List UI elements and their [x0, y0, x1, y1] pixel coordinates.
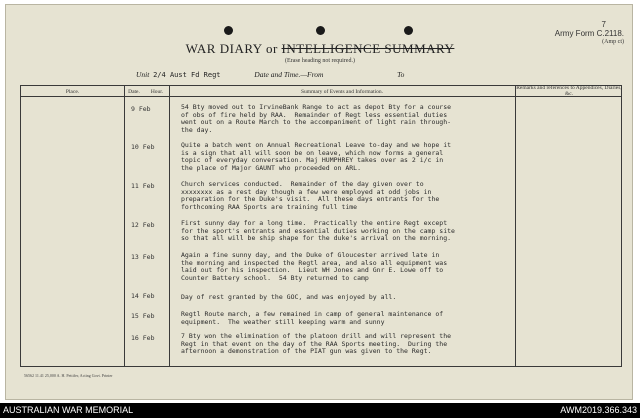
column-header-date: Date. — [128, 89, 140, 95]
unit-value: 2/4 Aust Fd Regt — [153, 71, 221, 79]
to-label: To — [397, 70, 405, 79]
archive-name: AUSTRALIAN WAR MEMORIAL — [3, 405, 134, 415]
army-form-note: (Amp ct) — [602, 39, 624, 45]
archive-reference: AWM2019.366.343 — [560, 405, 637, 415]
printer-line: 56562 11.41 25,000 A. H. Pettifer, Acting Govt. Printer — [24, 373, 113, 378]
war-diary-page — [5, 4, 633, 400]
entry-text: First sunny day for a long time. Practically the entire Regt except for the sport's entrants and essential duties working on the camp site so that all will be ship shape for the duke's arrival on the morning. — [181, 219, 455, 243]
archive-footer-bar — [0, 403, 640, 418]
corner-mark: 7 — [601, 20, 606, 29]
punch-hole — [404, 26, 413, 35]
column-divider — [515, 86, 516, 366]
column-header-remarks: Remarks and references to Appendices, Diaries, &c. — [516, 85, 622, 97]
unit-label: Unit — [136, 70, 150, 79]
entry-date: 11 Feb — [131, 182, 155, 190]
army-form-label — [555, 30, 624, 46]
punch-hole — [224, 26, 233, 35]
entry-text: Day of rest granted by the GOC, and was enjoyed by all. — [181, 293, 397, 301]
page-title — [6, 41, 634, 57]
unit-line — [136, 70, 404, 79]
entry-text: Regtl Route march, a few remained in camp of general maintenance of equipment. The weather still keeping warm and sunny — [181, 310, 444, 326]
entry-date: 9 Feb — [131, 105, 151, 113]
army-form-number: Army Form C.2118. — [554, 29, 624, 38]
title-plain: WAR DIARY or — [185, 41, 282, 56]
title-struck: INTELLIGENCE SUMMARY — [281, 41, 455, 56]
diary-table — [20, 85, 622, 367]
entry-date: 12 Feb — [131, 221, 155, 229]
column-divider — [124, 86, 125, 366]
entry-text: 7 Bty won the elimination of the platoon drill and will represent the Regt in that event on the day of the RAA Sports meeting. During the afternoon a demonstration of the PIAT gun was given to the Regt. — [181, 332, 452, 356]
page-subtitle: (Erase heading not required.) — [285, 58, 355, 64]
entry-date: 15 Feb — [131, 312, 155, 320]
entry-date: 14 Feb — [131, 292, 155, 300]
entry-text: Again a fine sunny day, and the Duke of Gloucester arrived late in the morning and inspected the Regtl area, and also all equipment was laid out for his inspection. Lieut WH Jones and Gnr E. Lowe off to Counter Battery school. 54 Bty returned to camp — [181, 251, 448, 282]
punch-hole — [316, 26, 325, 35]
entry-text: Church services conducted. Remainder of the day given over to xxxxxxxx as a rest day though a few were employed at odd jobs in preparation for the Duke's visit. All these days entrants for the forthcoming RAA Sports are training full time — [181, 180, 440, 211]
datetime-label: Date and Time.—From — [254, 70, 324, 79]
entry-text: 54 Bty moved out to IrvineBank Range to act as depot Bty for a course of obs of fire held by RAA. Remainder of Regt less essential duties went out on a Route March to the accompaniment of light rain through- the day. — [181, 103, 452, 134]
entry-date: 13 Feb — [131, 253, 155, 261]
column-divider — [169, 86, 170, 366]
entry-date: 16 Feb — [131, 334, 155, 342]
column-header-place: Place. — [65, 89, 80, 95]
column-header-summary: Summary of Events and Information. — [300, 89, 384, 95]
entry-date: 10 Feb — [131, 143, 155, 151]
entry-text: Quite a batch went on Annual Recreational Leave to-day and we hope it is a sign that all will soon be on leave, which now forms a general topic of everyday conversation. Maj HUMPHREY takes over as 2 i/c in the place of Major GAUNT who proceeded on ARL. — [181, 141, 452, 172]
column-header-hour: Hour. — [150, 89, 164, 95]
